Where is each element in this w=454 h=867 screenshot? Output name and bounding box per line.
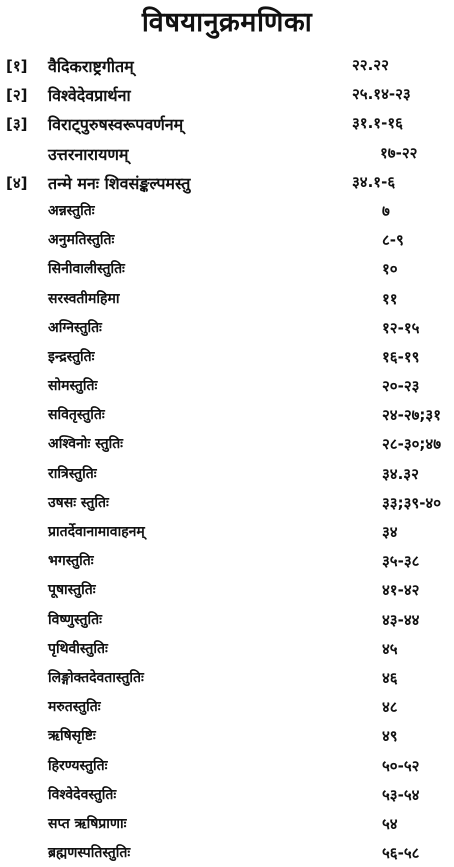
index-entry <box>0 809 454 838</box>
entry-title: उत्तरनारायणम् <box>48 144 129 164</box>
entry-title: ऋषिसृष्टिः <box>48 728 96 745</box>
entry-reference: ५६-५८ <box>382 844 420 863</box>
entry-reference: ११ <box>382 289 398 308</box>
entry-reference: १७-२२ <box>380 143 418 162</box>
entry-reference: ५०-५२ <box>382 756 420 775</box>
entry-reference: ४६ <box>382 668 398 687</box>
entry-reference: ३१.१-१६ <box>352 114 403 133</box>
index-entry <box>0 459 454 488</box>
page-title-text: विषयानुक्रमणिका <box>141 7 313 38</box>
entry-title: विश्वेदेवस्तुतिः <box>48 786 117 803</box>
entry-title: मरुतस्तुतिः <box>48 699 101 716</box>
entry-title: सप्त ऋषिप्राणाः <box>48 815 127 832</box>
entry-reference: ३४.३२ <box>382 464 419 483</box>
entry-title: सवितृस्तुतिः <box>48 407 105 424</box>
index-entry <box>0 138 454 167</box>
page-title <box>0 2 454 39</box>
entry-title: प्रातर्देवानामावाहनम् <box>48 524 145 540</box>
entry-title: पृथिवीस्तुतिः <box>48 640 108 657</box>
entry-title: तन्मे मनः शिवसंङ्कल्पमस्तु <box>48 173 191 193</box>
contents-list <box>0 50 454 867</box>
index-entry <box>0 429 454 458</box>
entry-reference: १० <box>382 260 398 279</box>
index-entry <box>0 517 454 546</box>
entry-title: भगस्तुतिः <box>48 553 94 570</box>
entry-reference: २४-२७;३१ <box>382 406 442 425</box>
entry-reference: १२-१५ <box>382 318 420 337</box>
entry-reference: ४१-४२ <box>382 581 420 600</box>
entry-title: सिनीवालीस्तुतिः <box>48 261 125 278</box>
entry-number: [३] <box>6 115 28 134</box>
entry-reference: २०-२३ <box>382 377 420 396</box>
index-entry <box>0 575 454 604</box>
entry-title: सोमस्तुतिः <box>48 378 98 395</box>
entry-title: ब्रह्मणस्पतिस्तुतिः <box>48 845 131 862</box>
entry-reference: ४९ <box>382 727 398 746</box>
index-entry <box>0 663 454 692</box>
entry-title: अन्नस्तुतिः <box>48 202 95 219</box>
index-entry <box>0 692 454 721</box>
entry-title: अग्निस्तुतिः <box>48 319 102 336</box>
index-entry <box>0 488 454 517</box>
entry-title: विष्णुस्तुतिः <box>48 611 102 628</box>
index-entry <box>0 721 454 750</box>
index-entry <box>0 79 454 108</box>
entry-number: [१] <box>6 57 28 75</box>
entry-title: उषसः स्तुतिः <box>48 494 109 511</box>
index-entry <box>0 371 454 400</box>
index-entry <box>0 254 454 283</box>
index-entry <box>0 108 454 137</box>
entry-title: अश्विनोः स्तुतिः <box>48 436 124 453</box>
entry-title: विराट्पुरुषस्वरूपवर्णनम् <box>48 115 184 135</box>
entry-reference: ८-९ <box>382 231 404 250</box>
entry-reference: ४३-४४ <box>382 610 420 629</box>
entry-reference: ४८ <box>382 698 398 717</box>
entry-title: लिङ्गोक्तदेवतास्तुतिः <box>48 669 144 686</box>
entry-reference: ३३;३९-४० <box>382 493 442 512</box>
index-entry <box>0 50 454 79</box>
entry-title: वैदिकराष्ट्रगीतम् <box>48 57 134 76</box>
entry-title: रात्रिस्तुतिः <box>48 465 97 482</box>
entry-reference: १६-१९ <box>382 347 420 366</box>
entry-reference: २८-३०;४७ <box>382 435 442 454</box>
index-entry <box>0 167 454 196</box>
entry-title: हिरण्यस्तुतिः <box>48 757 108 774</box>
index-entry <box>0 400 454 429</box>
entry-reference: २२.२२ <box>352 56 389 74</box>
index-entry <box>0 634 454 663</box>
entry-title: इन्द्रस्तुतिः <box>48 348 95 365</box>
index-entry <box>0 546 454 575</box>
entry-reference: २५.१४-२३ <box>352 85 411 104</box>
entry-number: [४] <box>6 173 28 192</box>
index-entry <box>0 225 454 254</box>
entry-reference: ५४ <box>382 814 398 833</box>
entry-reference: ३४ <box>382 523 398 541</box>
index-entry <box>0 838 454 867</box>
entry-reference: ४५ <box>382 639 398 658</box>
index-entry <box>0 196 454 225</box>
index-entry <box>0 605 454 634</box>
entry-title: पूषास्तुतिः <box>48 582 96 599</box>
entry-reference: ३४.१-६ <box>352 172 396 191</box>
index-entry <box>0 751 454 780</box>
entry-title: विश्वेदेवप्रार्थना <box>48 86 131 106</box>
entry-number: [२] <box>6 86 28 105</box>
entry-reference: ७ <box>382 201 390 220</box>
index-entry <box>0 342 454 371</box>
index-entry <box>0 780 454 809</box>
index-entry <box>0 284 454 313</box>
entry-reference: ३५-३८ <box>382 552 420 571</box>
entry-title: सरस्वतीमहिमा <box>48 290 120 307</box>
entry-reference: ५३-५४ <box>382 785 420 804</box>
entry-title: अनुमतिस्तुतिः <box>48 232 115 249</box>
index-entry <box>0 313 454 342</box>
